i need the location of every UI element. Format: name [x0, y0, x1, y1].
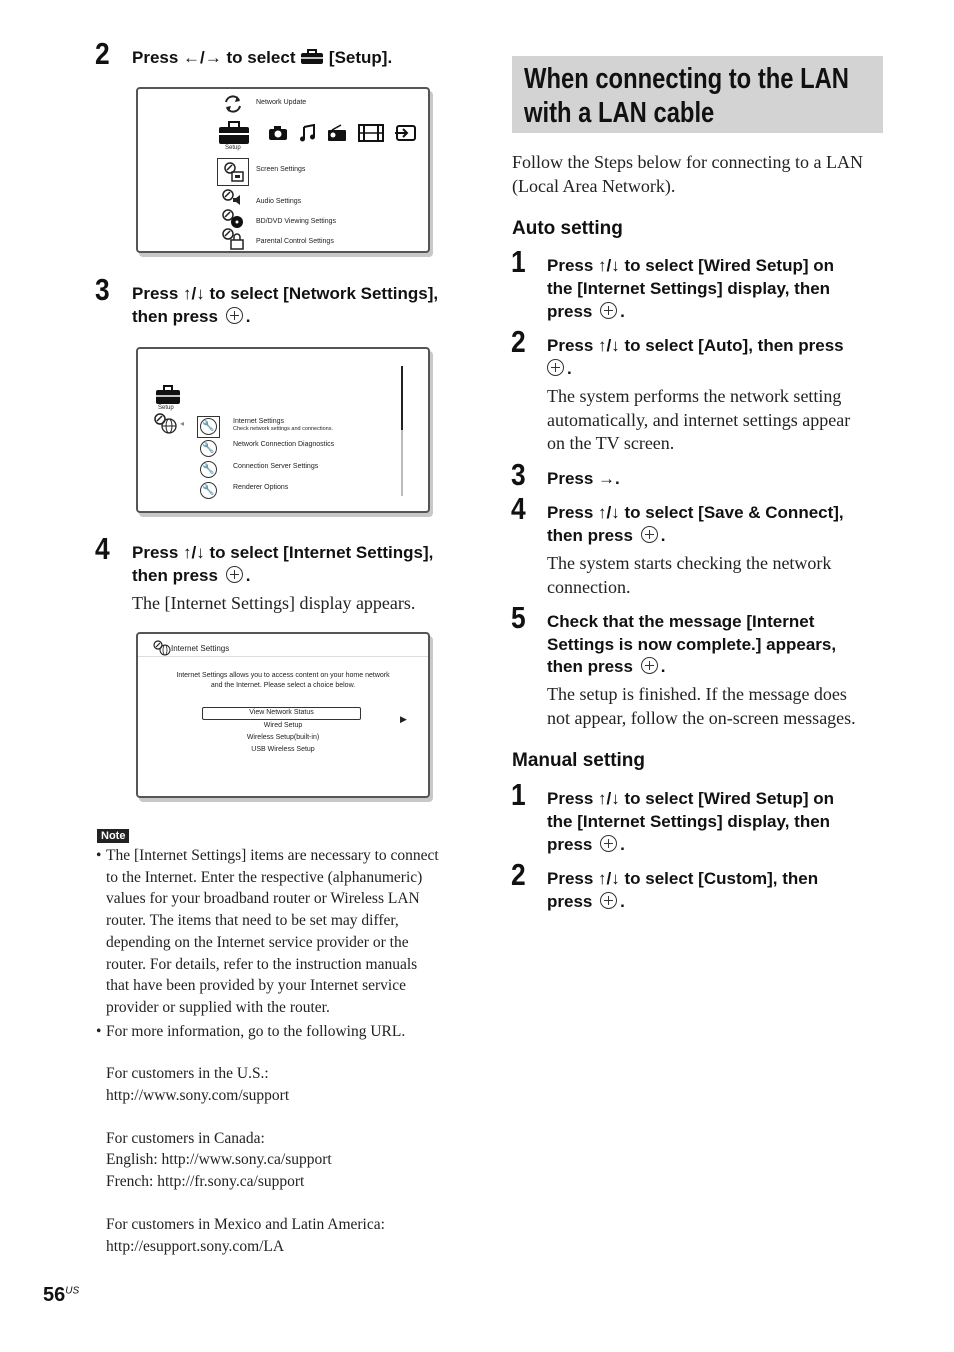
- enter-button-icon: [600, 302, 617, 319]
- bd-dvd-icon: [221, 209, 245, 229]
- step-description: not appear, follow the on-screen messages.: [547, 708, 856, 728]
- step-instruction: Press ←/→ to select [Setup].: [132, 48, 393, 67]
- note-line: router. The items that need to be set may differ,: [106, 912, 399, 930]
- step-description: The system starts checking the network: [547, 553, 832, 573]
- page-number: $56^{US}$: [43, 1284, 80, 1306]
- step-number: 2: [511, 324, 526, 359]
- enter-button-icon: [641, 657, 658, 674]
- enter-button-icon: [600, 892, 617, 909]
- radio-icon: [327, 124, 347, 142]
- menu-bd-dvd-settings[interactable]: BD/DVD Viewing Settings: [256, 218, 337, 225]
- wrench-icon: 🔧: [200, 482, 217, 499]
- option-label: View Network Status: [249, 709, 314, 716]
- intro-text: (Local Area Network).: [512, 176, 676, 196]
- option-usb-wireless-setup[interactable]: USB Wireless Setup: [251, 746, 315, 753]
- setup-toolbox-icon: [218, 121, 250, 145]
- step-instruction-line: then press .: [132, 566, 251, 585]
- step-instruction-line: Press ↑/↓ to select [Wired Setup] on: [547, 789, 835, 808]
- camera-icon: [268, 125, 288, 141]
- parental-control-icon: [221, 228, 247, 250]
- screen-description: and the Internet. Please select a choice below.: [210, 682, 356, 689]
- step-description: The system performs the network setting: [547, 386, 842, 406]
- audio-settings-icon: [221, 189, 245, 207]
- step-instruction-line: the [Internet Settings] display, then: [547, 279, 831, 298]
- internet-settings-screen: [136, 632, 430, 798]
- menu-network-update[interactable]: Network Update: [256, 99, 307, 106]
- step-instruction-line: .: [547, 357, 572, 380]
- menu-renderer-options[interactable]: Renderer Options: [233, 484, 289, 491]
- internet-settings-highlight[interactable]: [197, 416, 220, 438]
- intro-text: Follow the Steps below for connecting to a LAN: [512, 152, 863, 172]
- screen-settings-icon: [222, 161, 244, 183]
- screen-title: Internet Settings: [171, 644, 230, 653]
- step-number: 4: [95, 531, 110, 566]
- note-item: [96, 1021, 468, 1043]
- enter-button-icon: [600, 835, 617, 852]
- note-line: For customers in Canada:: [106, 1129, 265, 1147]
- step-description: automatically, and internet settings appear: [547, 410, 851, 430]
- support-link[interactable]: French: http://fr.sony.ca/support: [106, 1173, 305, 1191]
- wrench-icon: 🔧: [200, 461, 217, 478]
- step-instruction-line: Press →.: [547, 469, 620, 488]
- step-number: 1: [511, 244, 526, 279]
- note-list: [96, 845, 468, 1257]
- menu-internet-settings[interactable]: Internet Settings: [233, 418, 284, 425]
- music-icon: [299, 124, 317, 142]
- setup-label: Setup: [158, 405, 174, 411]
- option-wired-setup[interactable]: Wired Setup: [263, 722, 303, 729]
- step-number: 1: [511, 777, 526, 812]
- setup-label: Setup: [225, 145, 241, 151]
- support-link[interactable]: http://esupport.sony.com/LA: [106, 1237, 285, 1255]
- left-arrow-icon: ◂: [180, 419, 185, 428]
- step-number: 2: [511, 857, 526, 892]
- note-line: For customers in the U.S.:: [106, 1065, 269, 1083]
- step-description: The setup is finished. If the message does: [547, 684, 847, 704]
- note-line: values for your broadband router or Wireless LAN: [106, 890, 420, 908]
- note-line: that have been provided by your Internet service: [106, 977, 406, 995]
- note-line: provider or supplied with the router.: [106, 998, 330, 1016]
- note-line: For customers in Mexico and Latin America:: [106, 1215, 385, 1233]
- menu-connection-server[interactable]: Connection Server Settings: [233, 463, 319, 470]
- note-line: router. For details, refer to the instruction manuals: [106, 955, 418, 973]
- heading-line: with a LAN cable: [524, 97, 715, 129]
- screen-description: Internet Settings allows you to access content on your home network: [176, 672, 390, 679]
- note-line: depending on the Internet service provider or the: [106, 933, 409, 951]
- auto-setting-title: Auto setting: [512, 218, 623, 239]
- film-icon: [358, 124, 384, 142]
- right-arrow-icon[interactable]: ▶: [400, 714, 407, 724]
- wrench-icon: 🔧: [200, 418, 217, 435]
- step-instruction-line: Press ↑/↓ to select [Auto], then press: [547, 336, 844, 355]
- note-line: • For more information, go to the following URL.: [106, 1022, 406, 1040]
- step-description: connection.: [547, 577, 631, 597]
- step-number: 3: [95, 272, 110, 307]
- network-globe-icon: [153, 640, 171, 656]
- network-settings-screen: [136, 347, 430, 513]
- note-line: • The [Internet Settings] items are necessary to connect: [106, 847, 439, 864]
- step-instruction-line: Check that the message [Internet: [547, 612, 815, 631]
- manual-setting-title: Manual setting: [512, 750, 646, 771]
- step-instruction-line: then press .: [132, 307, 251, 326]
- scrollbar-thumb[interactable]: [401, 366, 403, 430]
- note-item: [96, 845, 468, 1019]
- setup-toolbox-icon: [155, 385, 181, 405]
- enter-button-icon: [226, 566, 243, 583]
- option-view-network-status[interactable]: [202, 707, 361, 720]
- step-description: on the TV screen.: [547, 433, 675, 453]
- step-instruction-line: Press ↑/↓ to select [Network Settings],: [132, 284, 439, 303]
- internet-settings-description: Check network settings and connections.: [233, 426, 333, 432]
- section-heading: [512, 56, 883, 133]
- step-instruction-line: Settings is now complete.] appears,: [547, 635, 837, 654]
- support-link[interactable]: http://www.sony.com/support: [106, 1087, 290, 1105]
- step-instruction-line: then press .: [547, 657, 666, 676]
- refresh-icon: [222, 94, 244, 114]
- step-instruction-line: press .: [547, 302, 625, 321]
- step-instruction-line: press .: [547, 835, 625, 854]
- step-instruction-line: then press .: [547, 526, 666, 545]
- note-badge: Note: [97, 829, 129, 843]
- note-line: to the Internet. Enter the respective (alphanumeric): [106, 868, 423, 886]
- heading-line: When connecting to the LAN: [524, 63, 849, 95]
- step-instruction-line: press .: [547, 892, 625, 911]
- xmb-setup-screen: [136, 87, 430, 253]
- divider: [138, 656, 428, 657]
- enter-button-icon: [547, 359, 564, 376]
- menu-audio-settings[interactable]: Audio Settings: [256, 198, 302, 205]
- step-description: The [Internet Settings] display appears.: [132, 593, 416, 613]
- step-instruction-line: the [Internet Settings] display, then: [547, 812, 831, 831]
- step-number: 4: [511, 491, 526, 526]
- step-instruction-line: Press ↑/↓ to select [Internet Settings],: [132, 543, 434, 562]
- step-number: 5: [511, 600, 526, 635]
- network-globe-icon: [153, 413, 179, 435]
- support-link[interactable]: English: http://www.sony.ca/support: [106, 1151, 332, 1169]
- screen-settings-highlight[interactable]: [217, 158, 249, 186]
- toolbox-icon: [300, 48, 324, 64]
- option-wireless-setup[interactable]: Wireless Setup(built-in): [246, 734, 320, 741]
- step-number: 3: [511, 457, 526, 492]
- step-instruction-line: Press ↑/↓ to select [Wired Setup] on: [547, 256, 835, 275]
- step-number: 2: [95, 36, 110, 71]
- menu-parental-control[interactable]: Parental Control Settings: [256, 238, 334, 245]
- enter-button-icon: [226, 307, 243, 324]
- step-instruction-line: Press ↑/↓ to select [Custom], then: [547, 869, 819, 888]
- menu-network-diagnostics[interactable]: Network Connection Diagnostics: [233, 441, 335, 448]
- step-instruction-line: Press ↑/↓ to select [Save & Connect],: [547, 503, 844, 522]
- input-icon: [394, 125, 416, 141]
- menu-screen-settings[interactable]: Screen Settings: [256, 166, 306, 173]
- enter-button-icon: [641, 526, 658, 543]
- wrench-icon: 🔧: [200, 440, 217, 457]
